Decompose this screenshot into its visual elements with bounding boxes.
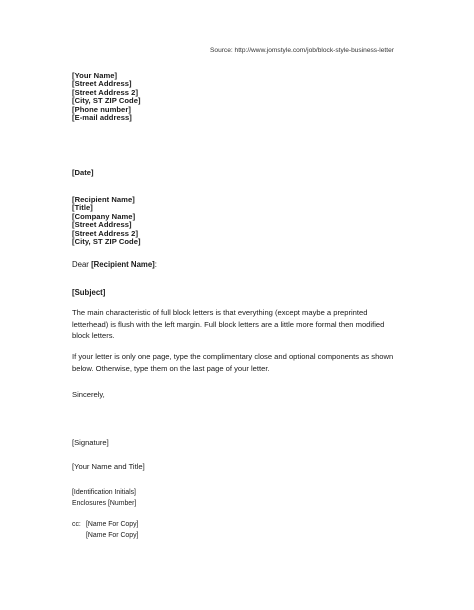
recipient-street: [Street Address]	[72, 220, 132, 230]
body-paragraph-1: The main characteristic of full block letters is that everything (except maybe a preprinted letterhead) is flush with the left margin. Full block letters are a little more formal then modified block letters.	[72, 308, 385, 340]
sender-address	[72, 72, 141, 122]
signer-name-title: [Your Name and Title]	[72, 462, 145, 471]
salutation	[72, 260, 157, 269]
sender-street-2: [Street Address 2]	[72, 87, 139, 97]
cc-block	[72, 519, 138, 541]
cc-row-1	[72, 519, 138, 530]
cc-name: [Name For Copy]	[86, 521, 139, 528]
cc-name: [Name For Copy]	[86, 532, 139, 539]
cc-row-2	[72, 530, 138, 541]
sender-phone: [Phone number]	[72, 104, 131, 114]
sender-street: [Street Address]	[72, 79, 132, 89]
salutation-prefix: Dear	[72, 260, 92, 269]
sender-city: [City, ST ZIP Code]	[72, 96, 141, 106]
signature-placeholder: [Signature]	[72, 438, 109, 447]
recipient-name: [Recipient Name]	[72, 195, 135, 204]
identification-initials: [Identification Initials]	[72, 489, 136, 496]
identification-block	[72, 487, 136, 509]
salutation-name: [Recipient Name]	[91, 260, 155, 269]
sender-email: [E-mail address]	[72, 113, 132, 123]
recipient-title: [Title]	[72, 203, 93, 213]
sender-name: [Your Name]	[72, 71, 118, 80]
cc-label: cc:	[72, 521, 81, 528]
recipient-street-2: [Street Address 2]	[72, 228, 139, 238]
body-paragraph-2: If your letter is only one page, type the complimentary close and optional components as shown below. Otherwise, type them on the last page of your letter.	[72, 352, 394, 373]
source-note: Source: http://www.jomstyle.com/job/block-style-business-letter	[210, 47, 394, 54]
salutation-suffix: :	[154, 260, 157, 269]
letter-date: [Date]	[72, 168, 94, 177]
recipient-company: [Company Name]	[72, 211, 136, 221]
recipient-address	[72, 196, 141, 246]
recipient-city: [City, ST ZIP Code]	[72, 237, 141, 247]
enclosures: Enclosures [Number]	[72, 500, 137, 507]
complimentary-close: Sincerely,	[72, 390, 105, 399]
subject-line: [Subject]	[72, 288, 106, 297]
